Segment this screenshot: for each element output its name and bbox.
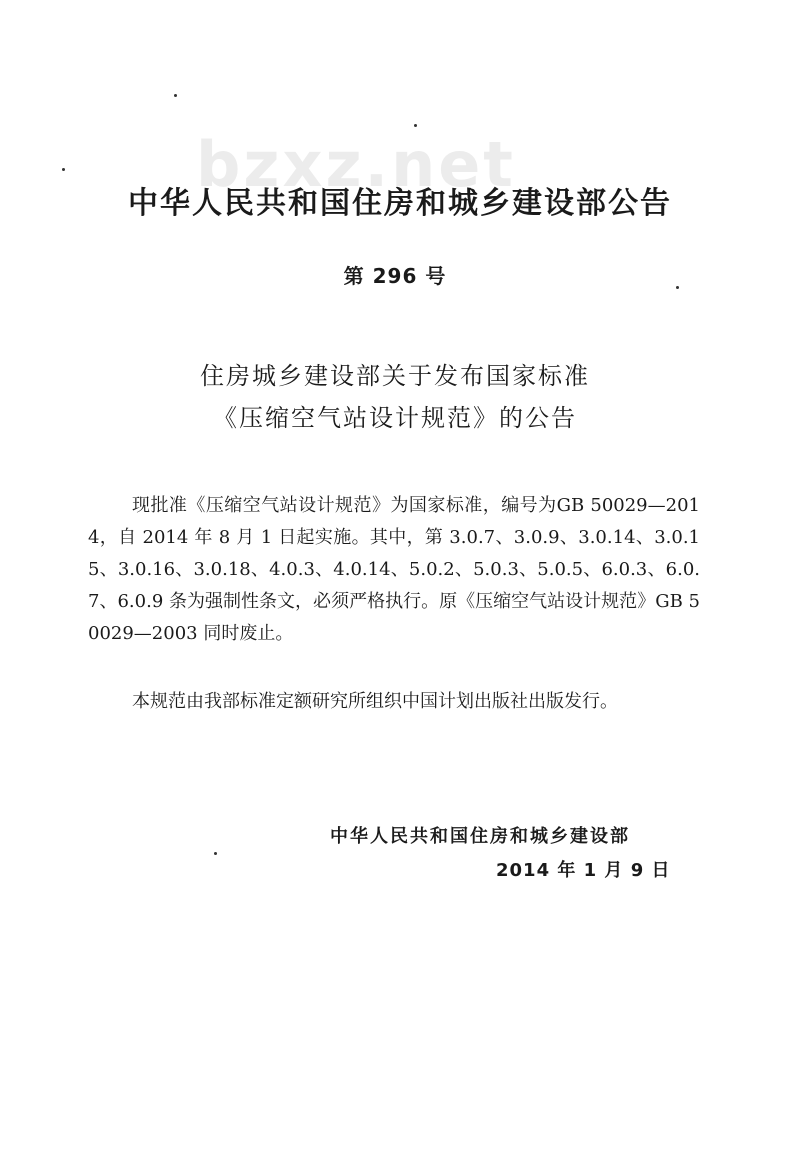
body-paragraph-2: 本规范由我部标准定额研究所组织中国计划出版社出版发行。 (132, 691, 618, 712)
subtitle-line-2: 《压缩空气站设计规范》的公告 (213, 404, 577, 432)
scan-speck (414, 124, 417, 127)
page-title: 中华人民共和国住房和城乡建设部公告 (128, 186, 672, 221)
scan-speck (62, 168, 65, 171)
watermark: bzxz.net (196, 128, 516, 201)
subtitle-line-1: 住房城乡建设部关于发布国家标准 (200, 362, 590, 390)
issuer-signature: 中华人民共和国住房和城乡建设部 (330, 826, 630, 847)
scan-speck (676, 286, 679, 289)
scan-speck (214, 852, 217, 855)
body-paragraph-1: 现批准《压缩空气站设计规范》为国家标准，编号为GB 50029—2014，自 2014 年 8 月 1 日起实施。其中，第 3.0.7、3.0.9、3.0.14、3.0.15、3.0.16、3.0.18、4.0.3、4.0.14、5.0.2、5.0.3、5.0.5、6.0.3、6.0.7、6.0.9 条为强制性条文，必须严格执行。原《压缩空气站设计规范》GB 50029—2003 同时废止。 (88, 495, 700, 644)
issue-date: 2014 年 1 月 9 日 (496, 860, 671, 881)
announcement-number: 第 296 号 (343, 264, 447, 288)
scan-speck (174, 94, 177, 97)
